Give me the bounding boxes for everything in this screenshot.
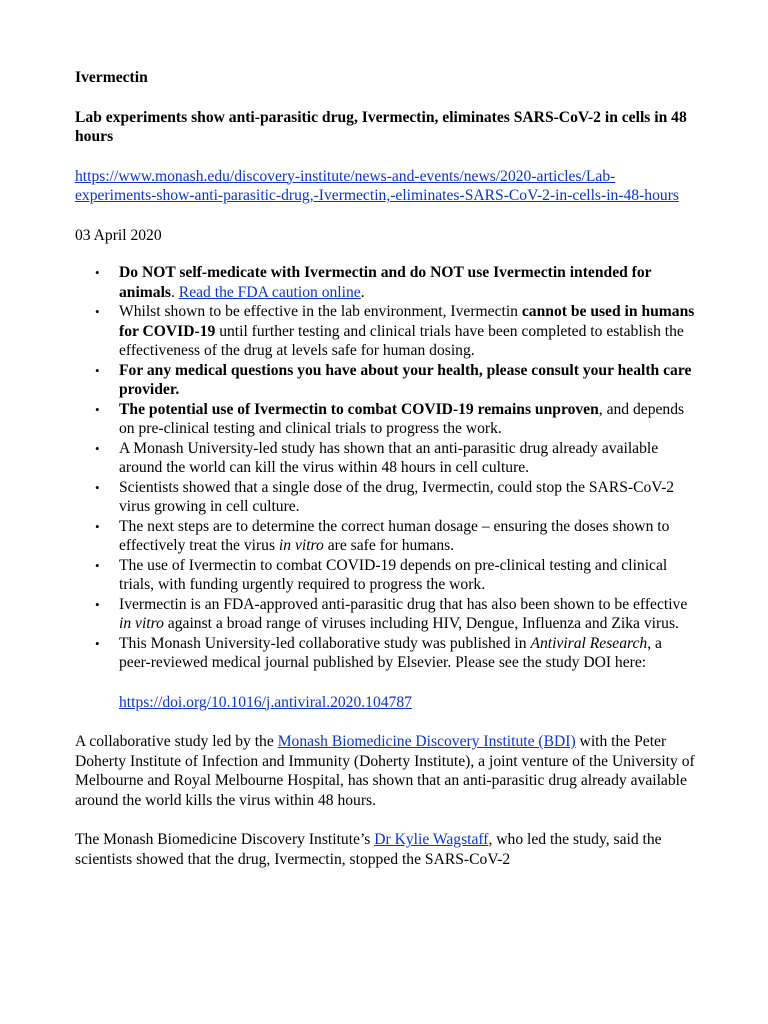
bullet-item: • For any medical questions you have about your health, please consult your health care provider. — [75, 361, 695, 400]
bdi-link[interactable]: Monash Biomedicine Discovery Institute (BDI) — [277, 733, 576, 750]
bullet-item: • The potential use of Ivermectin to combat COVID-19 remains unproven, and depends on pre-clinical testing and clinical trials to progress the work. — [75, 400, 695, 439]
bullet-item: • This Monash University-led collaborative study was published in Antiviral Research, a peer-reviewed medical journal published by Elsevier. Please see the study DOI here: — [75, 634, 695, 673]
bullet-item: • A Monash University-led study has shown that an anti-parasitic drug already available around the world can kill the virus within 48 hours in cell culture. — [75, 439, 695, 478]
body-paragraph: A collaborative study led by the Monash Biomedicine Discovery Institute (BDI) with the Peter Doherty Institute of Infection and Immunity (Doherty Institute), a joint venture of the University of Melbourne and Royal Melbourne Hospital, has shown that an anti-parasitic drug already available around the world kills the virus within 48 hours. — [75, 733, 695, 809]
bullet-item: • Whilst shown to be effective in the lab environment, Ivermectin cannot be used in humans for COVID-19 until further testing and clinical trials have been completed to establish the effectiveness of the drug at levels safe for human dosing. — [75, 302, 695, 361]
bullet-item: • Do NOT self-medicate with Ivermectin and do NOT use Ivermectin intended for animals. Read the FDA caution online. — [75, 263, 695, 302]
article-date: 03 April 2020 — [75, 226, 162, 244]
doi-link[interactable]: https://doi.org/10.1016/j.antiviral.2020.104787 — [119, 693, 412, 711]
doi-block — [119, 693, 695, 713]
source-url-link[interactable]: https://www.monash.edu/discovery-institute/news-and-events/news/2020-articles/Lab-experiments-show-anti-parasitic-drug,-Ivermectin,-eliminates-SARS-CoV-2-in-cells-in-48-hours — [75, 167, 679, 204]
body-paragraph: The Monash Biomedicine Discovery Institute’s Dr Kylie Wagstaff, who led the study, said the scientists showed that the drug, Ivermectin, stopped the SARS-CoV-2 — [75, 831, 662, 868]
bullet-item: • Ivermectin is an FDA-approved anti-parasitic drug that has also been shown to be effective in vitro against a broad range of viruses including HIV, Dengue, Influenza and Zika virus. — [75, 595, 695, 634]
source-url-block — [75, 167, 695, 206]
document-title: Ivermectin — [75, 69, 148, 86]
article-headline: Lab experiments show anti-parasitic drug, Ivermectin, eliminates SARS-CoV-2 in cells in 48 hours — [75, 108, 687, 145]
bullet-item: • The use of Ivermectin to combat COVID-19 depends on pre-clinical testing and clinical trials, with funding urgently required to progress the work. — [75, 556, 695, 595]
kylie-wagstaff-link[interactable]: Dr Kylie Wagstaff — [374, 831, 489, 848]
key-points-list — [75, 263, 695, 673]
document-body — [75, 68, 695, 889]
fda-caution-link[interactable]: Read the FDA caution online — [178, 283, 361, 301]
bullet-item: • The next steps are to determine the correct human dosage – ensuring the doses shown to effectively treat the virus in vitro are safe for humans. — [75, 517, 695, 556]
bullet-item: • Scientists showed that a single dose of the drug, Ivermectin, could stop the SARS-CoV-2 virus growing in cell culture. — [75, 478, 695, 517]
